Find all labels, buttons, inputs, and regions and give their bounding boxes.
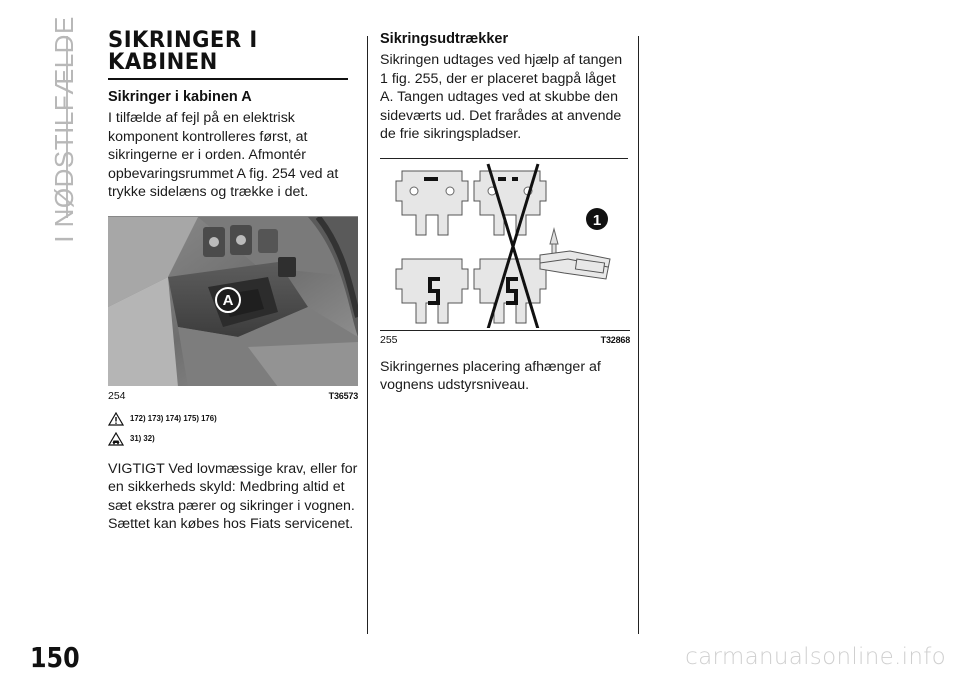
car-caution-icon: [108, 432, 124, 446]
paragraph-important: VIGTIGT Ved lovmæssige krav, eller for en sikkerheds skyld: Medbring altid et sæt ekstra pærer og sikringer i vognen. Sættet kan købes hos Fiats servicenet.: [108, 460, 358, 532]
warning-references: [108, 412, 358, 426]
figure-255-image: [380, 158, 628, 328]
caution-references-text: 31) 32): [130, 434, 155, 443]
figure-254-code: T36573: [328, 390, 358, 401]
page-number: 150: [30, 641, 80, 674]
figure-255-caption: [380, 330, 630, 346]
column-divider-1: [367, 36, 368, 634]
subtitle-fuse-puller: Sikringsudtrækker: [380, 31, 509, 47]
paragraph-fuse-location: Sikringernes placering afhænger af vognens udstyrsniveau.: [380, 358, 601, 393]
figure-254-caption: [108, 390, 358, 402]
column-divider-2: [638, 36, 639, 634]
chapter-side-tab-label: I NØDSTILFÆLDE: [48, 15, 79, 243]
figure-255: [380, 158, 630, 346]
left-column: [108, 30, 358, 534]
figure-254-number: 254: [108, 389, 126, 402]
chapter-side-tab: [44, 15, 84, 243]
figure-255-number: 255: [380, 333, 398, 346]
right-column: [380, 30, 630, 395]
watermark: carmanualsonline.info: [685, 644, 946, 670]
subtitle-fuses-cabin: Sikringer i kabinen A: [108, 89, 252, 105]
paragraph-fuse-check: I tilfælde af fejl på en elektrisk komponent kontrolleres først, at sikringerne er i orden. Afmontér opbevaringsrummet A fig. 254 ved at trykke sidelæns og trække i det.: [108, 110, 339, 200]
figure-254-callout: A: [222, 291, 234, 309]
figure-255-code: T32868: [600, 334, 630, 345]
warning-triangle-icon: [108, 412, 124, 426]
figure-255-callout: 1: [592, 211, 602, 229]
caution-references: [108, 432, 358, 446]
warning-references-text: 172) 173) 174) 175) 176): [130, 414, 217, 423]
figure-254: [108, 216, 358, 402]
figure-254-image: [108, 216, 358, 386]
paragraph-fuse-puller: Sikringen udtages ved hjælp af tangen 1 fig. 255, der er placeret bagpå låget A. Tangen udtages ved at skubbe den sideværts ud. Det frarådes at anvende de frie sikringspladser.: [380, 52, 623, 142]
section-title: SIKRINGER I KABINEN: [108, 30, 348, 80]
